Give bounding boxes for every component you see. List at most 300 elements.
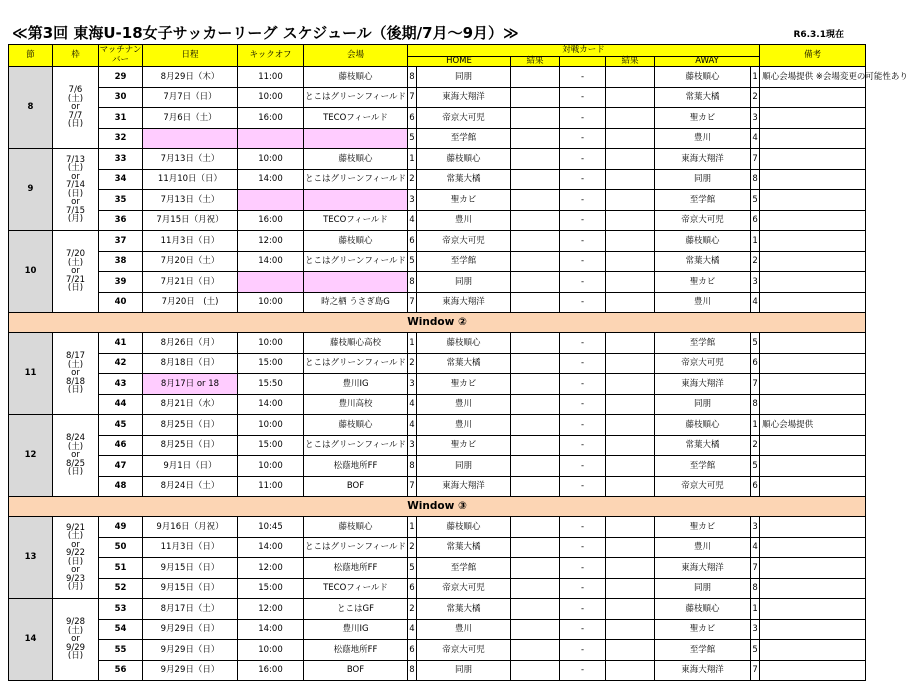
match-date: 7月13日（土） (143, 190, 238, 211)
section-number: 11 (9, 333, 53, 415)
match-venue: BOF (304, 660, 408, 681)
away-team: 東海大翔洋 (655, 558, 751, 579)
match-date: 9月29日（日） (143, 660, 238, 681)
home-seed: 5 (408, 558, 417, 579)
match-date: 11月10日（日） (143, 169, 238, 190)
match-venue: とこはグリーンフィールド (304, 537, 408, 558)
away-seed: 5 (751, 456, 760, 477)
match-venue: 時之栖 うさぎ島G (304, 292, 408, 313)
vs-separator: - (560, 333, 606, 354)
match-venue: 豊川高校 (304, 394, 408, 415)
schedule-table (8, 44, 908, 681)
match-row (9, 87, 866, 108)
away-team: 東海大翔洋 (655, 149, 751, 170)
home-result (511, 210, 560, 231)
match-date: 9月1日（日） (143, 456, 238, 477)
away-seed: 2 (751, 87, 760, 108)
home-result (511, 108, 560, 129)
home-seed: 6 (408, 640, 417, 661)
home-seed: 1 (408, 517, 417, 538)
slot-dates: 7/6 (土) or 7/7 (日) (53, 67, 99, 149)
header-match-no: マッチナンバー (99, 45, 142, 65)
match-number: 42 (99, 353, 143, 374)
home-seed: 4 (408, 415, 417, 436)
away-result (606, 476, 655, 497)
match-date: 7月13日（土） (143, 149, 238, 170)
home-result (511, 87, 560, 108)
home-team: 藤枝順心 (417, 517, 511, 538)
match-row (9, 210, 866, 231)
away-team: 同朋 (655, 169, 751, 190)
home-team: 帝京大可児 (417, 231, 511, 252)
match-row (9, 456, 866, 477)
home-result (511, 251, 560, 272)
kickoff-time (238, 272, 304, 293)
away-seed: 4 (751, 537, 760, 558)
vs-separator: - (560, 251, 606, 272)
slot-dates: 8/17 (土) or 8/18 (日) (53, 333, 99, 415)
match-row (9, 435, 866, 456)
away-result (606, 190, 655, 211)
vs-separator: - (560, 210, 606, 231)
match-row (9, 272, 866, 293)
remarks (760, 435, 866, 456)
away-result (606, 108, 655, 129)
match-number: 30 (99, 87, 143, 108)
window-row (9, 313, 866, 333)
match-row (9, 476, 866, 497)
match-row (9, 374, 866, 395)
kickoff-time: 10:45 (238, 517, 304, 538)
kickoff-time: 10:00 (238, 456, 304, 477)
remarks (760, 231, 866, 252)
remarks (760, 599, 866, 620)
away-seed: 3 (751, 272, 760, 293)
match-venue: とこはグリーンフィールド (304, 435, 408, 456)
match-date: 8月24日（土） (143, 476, 238, 497)
away-seed: 7 (751, 558, 760, 579)
home-result (511, 333, 560, 354)
home-result (511, 190, 560, 211)
away-seed: 5 (751, 640, 760, 661)
remarks (760, 169, 866, 190)
home-seed: 2 (408, 537, 417, 558)
match-number: 33 (99, 149, 143, 170)
match-number: 47 (99, 456, 143, 477)
home-team: 帝京大可児 (417, 108, 511, 129)
away-team: 豊川 (655, 128, 751, 149)
remarks (760, 128, 866, 149)
remarks (760, 149, 866, 170)
home-result (511, 517, 560, 538)
home-team: 同朋 (417, 456, 511, 477)
match-row (9, 292, 866, 313)
away-result (606, 272, 655, 293)
home-seed: 6 (408, 578, 417, 599)
match-number: 31 (99, 108, 143, 129)
match-number: 46 (99, 435, 143, 456)
match-row (9, 415, 866, 436)
home-seed: 5 (408, 128, 417, 149)
home-result (511, 537, 560, 558)
header-setsu: 節 (9, 45, 53, 67)
remarks (760, 108, 866, 129)
away-seed: 4 (751, 128, 760, 149)
window-row (9, 497, 866, 517)
away-result (606, 660, 655, 681)
vs-separator: - (560, 456, 606, 477)
match-date: 8月25日（日） (143, 415, 238, 436)
vs-separator: - (560, 190, 606, 211)
match-number: 43 (99, 374, 143, 395)
header-kickoff: キックオフ (238, 45, 304, 67)
kickoff-time: 14:00 (238, 394, 304, 415)
home-seed: 8 (408, 660, 417, 681)
away-result (606, 374, 655, 395)
vs-separator: - (560, 578, 606, 599)
away-result (606, 210, 655, 231)
match-row (9, 149, 866, 170)
section-number: 9 (9, 149, 53, 231)
match-row (9, 640, 866, 661)
match-venue: 松蔭地所FF (304, 640, 408, 661)
vs-separator: - (560, 67, 606, 88)
match-row (9, 517, 866, 538)
match-venue: 松蔭地所FF (304, 456, 408, 477)
header-venue: 会場 (304, 45, 408, 67)
home-seed: 7 (408, 292, 417, 313)
home-result (511, 558, 560, 579)
kickoff-time: 10:00 (238, 333, 304, 354)
home-result (511, 640, 560, 661)
match-venue: 松蔭地所FF (304, 558, 408, 579)
vs-separator: - (560, 517, 606, 538)
match-number: 51 (99, 558, 143, 579)
kickoff-time: 11:00 (238, 476, 304, 497)
remarks (760, 353, 866, 374)
away-seed: 3 (751, 619, 760, 640)
vs-separator: - (560, 558, 606, 579)
match-number: 38 (99, 251, 143, 272)
remarks (760, 251, 866, 272)
vs-separator: - (560, 537, 606, 558)
schedule-body (9, 67, 908, 681)
vs-separator: - (560, 619, 606, 640)
remarks (760, 333, 866, 354)
match-row (9, 599, 866, 620)
away-team: 常葉大橘 (655, 435, 751, 456)
remarks (760, 87, 866, 108)
match-venue: TECOフィールド (304, 578, 408, 599)
header-vs (560, 57, 606, 67)
match-venue (304, 272, 408, 293)
kickoff-time: 10:00 (238, 87, 304, 108)
vs-separator: - (560, 231, 606, 252)
away-seed: 3 (751, 108, 760, 129)
away-seed: 7 (751, 660, 760, 681)
match-number: 29 (99, 67, 143, 88)
remarks (760, 476, 866, 497)
section-number: 14 (9, 599, 53, 681)
vs-separator: - (560, 476, 606, 497)
kickoff-time: 14:00 (238, 619, 304, 640)
header-date: 日程 (143, 45, 238, 67)
vs-separator: - (560, 108, 606, 129)
match-date: 9月29日（日） (143, 640, 238, 661)
match-date: 9月29日（日） (143, 619, 238, 640)
remarks (760, 292, 866, 313)
match-number: 36 (99, 210, 143, 231)
match-venue: 藤枝順心 (304, 231, 408, 252)
kickoff-time: 10:00 (238, 149, 304, 170)
home-result (511, 169, 560, 190)
away-team: 聖カビ (655, 272, 751, 293)
away-result (606, 149, 655, 170)
kickoff-time: 16:00 (238, 660, 304, 681)
match-date: 8月26日（月） (143, 333, 238, 354)
vs-separator: - (560, 599, 606, 620)
match-venue: 藤枝順心 (304, 415, 408, 436)
match-row (9, 231, 866, 252)
away-team: 東海大翔洋 (655, 660, 751, 681)
header-waku: 枠 (53, 45, 99, 67)
remarks (760, 456, 866, 477)
vs-separator: - (560, 87, 606, 108)
away-team: 藤枝順心 (655, 231, 751, 252)
slot-dates: 7/13 (土) or 7/14 (日) or 7/15 (月) (53, 149, 99, 231)
as-of-date: R6.3.1現在 (793, 30, 844, 40)
match-venue: とこはGF (304, 599, 408, 620)
match-venue: TECOフィールド (304, 210, 408, 231)
remarks: 順心会場提供 ※会場変更の可能性あり (760, 67, 866, 88)
away-result (606, 292, 655, 313)
home-seed: 1 (408, 333, 417, 354)
away-seed: 1 (751, 67, 760, 88)
match-row (9, 333, 866, 354)
remarks (760, 210, 866, 231)
away-seed: 6 (751, 476, 760, 497)
match-date: 9月16日（月祝） (143, 517, 238, 538)
match-date: 8月17日（土） (143, 599, 238, 620)
match-date: 11月3日（日） (143, 537, 238, 558)
match-number: 52 (99, 578, 143, 599)
remarks (760, 190, 866, 211)
away-team: 同朋 (655, 578, 751, 599)
match-number: 37 (99, 231, 143, 252)
kickoff-time: 15:00 (238, 353, 304, 374)
home-seed: 7 (408, 476, 417, 497)
away-seed: 5 (751, 190, 760, 211)
away-result (606, 67, 655, 88)
away-seed: 6 (751, 210, 760, 231)
section-number: 13 (9, 517, 53, 599)
away-seed: 4 (751, 292, 760, 313)
match-number: 35 (99, 190, 143, 211)
header-card: 対戦カード (408, 45, 760, 57)
home-result (511, 394, 560, 415)
match-date: 7月7日（日） (143, 87, 238, 108)
remarks (760, 660, 866, 681)
home-result (511, 476, 560, 497)
match-venue: 藤枝順心 (304, 517, 408, 538)
home-result (511, 272, 560, 293)
match-date: 7月21日（日） (143, 272, 238, 293)
home-seed: 2 (408, 599, 417, 620)
window-label: Window ② (9, 313, 866, 333)
kickoff-time: 14:00 (238, 251, 304, 272)
away-seed: 2 (751, 435, 760, 456)
home-team: 東海大翔洋 (417, 87, 511, 108)
away-result (606, 169, 655, 190)
away-result (606, 87, 655, 108)
kickoff-time: 16:00 (238, 108, 304, 129)
home-team: 藤枝順心 (417, 149, 511, 170)
away-result (606, 517, 655, 538)
home-team: 聖カビ (417, 435, 511, 456)
vs-separator: - (560, 394, 606, 415)
vs-separator: - (560, 374, 606, 395)
match-number: 56 (99, 660, 143, 681)
kickoff-time (238, 128, 304, 149)
remarks: 順心会場提供 (760, 415, 866, 436)
vs-separator: - (560, 640, 606, 661)
away-team: 常葉大橘 (655, 87, 751, 108)
window-label: Window ③ (9, 497, 866, 517)
match-number: 40 (99, 292, 143, 313)
vs-separator: - (560, 149, 606, 170)
match-venue: とこはグリーンフィールド (304, 353, 408, 374)
match-venue: 藤枝順心 (304, 149, 408, 170)
home-result (511, 578, 560, 599)
page-title: ≪第3回 東海U-18女子サッカーリーグ スケジュール（後期/7月～9月）≫ (12, 24, 519, 42)
match-row (9, 578, 866, 599)
match-venue: TECOフィールド (304, 108, 408, 129)
away-team: 藤枝順心 (655, 415, 751, 436)
away-team: 至学館 (655, 456, 751, 477)
match-venue: BOF (304, 476, 408, 497)
away-result (606, 128, 655, 149)
home-seed: 3 (408, 190, 417, 211)
home-seed: 1 (408, 149, 417, 170)
home-seed: 3 (408, 374, 417, 395)
slot-dates: 9/21 (土) or 9/22 (日) or 9/23 (月) (53, 517, 99, 599)
match-date: 8月18日（日） (143, 353, 238, 374)
home-result (511, 353, 560, 374)
away-result (606, 578, 655, 599)
home-seed: 8 (408, 272, 417, 293)
home-team: 常葉大橘 (417, 353, 511, 374)
match-venue: 藤枝順心高校 (304, 333, 408, 354)
away-result (606, 558, 655, 579)
match-number: 55 (99, 640, 143, 661)
away-team: 常葉大橘 (655, 251, 751, 272)
away-seed: 5 (751, 333, 760, 354)
match-row (9, 353, 866, 374)
remarks (760, 517, 866, 538)
remarks (760, 640, 866, 661)
match-row (9, 190, 866, 211)
home-result (511, 599, 560, 620)
away-team: 聖カビ (655, 108, 751, 129)
match-number: 39 (99, 272, 143, 293)
slot-dates: 7/20 (土) or 7/21 (日) (53, 231, 99, 313)
away-seed: 7 (751, 374, 760, 395)
match-row (9, 251, 866, 272)
away-team: 豊川 (655, 537, 751, 558)
remarks (760, 578, 866, 599)
section-number: 10 (9, 231, 53, 313)
away-result (606, 394, 655, 415)
match-row (9, 558, 866, 579)
away-team: 至学館 (655, 640, 751, 661)
kickoff-time: 10:00 (238, 415, 304, 436)
home-team: 同朋 (417, 272, 511, 293)
kickoff-time: 10:00 (238, 640, 304, 661)
match-date: 7月6日（土） (143, 108, 238, 129)
match-date: 8月21日（水） (143, 394, 238, 415)
match-venue (304, 128, 408, 149)
away-team: 藤枝順心 (655, 599, 751, 620)
away-result (606, 333, 655, 354)
slot-dates: 9/28 (土) or 9/29 (日) (53, 599, 99, 681)
home-result (511, 415, 560, 436)
section-number: 12 (9, 415, 53, 497)
home-result (511, 292, 560, 313)
home-team: 至学館 (417, 251, 511, 272)
vs-separator: - (560, 169, 606, 190)
kickoff-time: 15:00 (238, 435, 304, 456)
home-result (511, 67, 560, 88)
home-team: 同朋 (417, 67, 511, 88)
vs-separator: - (560, 435, 606, 456)
away-seed: 8 (751, 169, 760, 190)
away-team: 豊川 (655, 292, 751, 313)
match-date: 7月20日（土） (143, 251, 238, 272)
home-result (511, 660, 560, 681)
header-result-home: 結果 (511, 57, 560, 67)
match-number: 45 (99, 415, 143, 436)
away-result (606, 435, 655, 456)
vs-separator: - (560, 660, 606, 681)
away-team: 東海大翔洋 (655, 374, 751, 395)
kickoff-time: 15:50 (238, 374, 304, 395)
home-team: 同朋 (417, 660, 511, 681)
match-date: 8月17日 or 18 (143, 374, 238, 395)
header-remarks: 備考 (760, 45, 866, 67)
home-seed: 8 (408, 67, 417, 88)
kickoff-time: 15:00 (238, 578, 304, 599)
away-seed: 1 (751, 415, 760, 436)
match-date (143, 128, 238, 149)
match-date: 8月25日（日） (143, 435, 238, 456)
vs-separator: - (560, 353, 606, 374)
home-team: 帝京大可児 (417, 640, 511, 661)
home-seed: 6 (408, 108, 417, 129)
match-number: 32 (99, 128, 143, 149)
away-seed: 6 (751, 353, 760, 374)
match-number: 53 (99, 599, 143, 620)
match-number: 41 (99, 333, 143, 354)
away-team: 藤枝順心 (655, 67, 751, 88)
home-team: 豊川 (417, 619, 511, 640)
match-venue: とこはグリーンフィールド (304, 251, 408, 272)
away-team: 聖カビ (655, 619, 751, 640)
home-seed: 2 (408, 353, 417, 374)
match-row (9, 67, 866, 88)
match-number: 49 (99, 517, 143, 538)
home-seed: 4 (408, 394, 417, 415)
home-result (511, 435, 560, 456)
